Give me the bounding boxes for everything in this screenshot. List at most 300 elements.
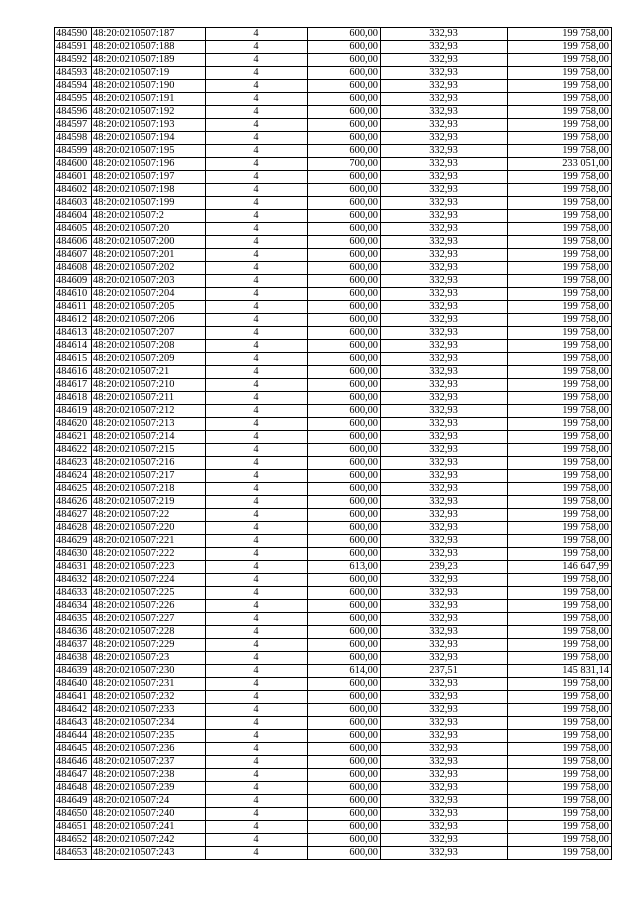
table-row <box>55 145 612 158</box>
table-row <box>55 795 612 808</box>
specific-value-cell: 332,93 <box>381 145 508 158</box>
specific-value-cell: 332,93 <box>381 132 508 145</box>
row-number-cell: 484616 <box>55 366 92 379</box>
specific-value-cell: 332,93 <box>381 184 508 197</box>
cadastral-value-cell: 199 758,00 <box>508 210 612 223</box>
group-cell: 4 <box>206 652 308 665</box>
cadastral-number-cell: 48:20:0210507:231 <box>92 678 206 691</box>
cadastral-value-cell: 199 758,00 <box>508 691 612 704</box>
area-cell: 600,00 <box>308 132 381 145</box>
table-row <box>55 301 612 314</box>
cadastral-value-cell: 199 758,00 <box>508 236 612 249</box>
cadastral-value-cell: 199 758,00 <box>508 301 612 314</box>
specific-value-cell: 332,93 <box>381 496 508 509</box>
row-number-cell: 484592 <box>55 54 92 67</box>
table-row <box>55 847 612 860</box>
table-row <box>55 821 612 834</box>
area-cell: 600,00 <box>308 405 381 418</box>
group-cell: 4 <box>206 327 308 340</box>
row-number-cell: 484649 <box>55 795 92 808</box>
area-cell: 600,00 <box>308 717 381 730</box>
area-cell: 600,00 <box>308 821 381 834</box>
cadastral-number-cell: 48:20:0210507:233 <box>92 704 206 717</box>
specific-value-cell: 332,93 <box>381 301 508 314</box>
group-cell: 4 <box>206 522 308 535</box>
specific-value-cell: 332,93 <box>381 249 508 262</box>
area-cell: 600,00 <box>308 327 381 340</box>
specific-value-cell: 332,93 <box>381 54 508 67</box>
area-cell: 600,00 <box>308 379 381 392</box>
cadastral-number-cell: 48:20:0210507:208 <box>92 340 206 353</box>
cadastral-value-cell: 199 758,00 <box>508 574 612 587</box>
area-cell: 600,00 <box>308 691 381 704</box>
table-row <box>55 730 612 743</box>
group-cell: 4 <box>206 197 308 210</box>
group-cell: 4 <box>206 834 308 847</box>
cadastral-value-cell: 199 758,00 <box>508 626 612 639</box>
area-cell: 600,00 <box>308 340 381 353</box>
group-cell: 4 <box>206 587 308 600</box>
group-cell: 4 <box>206 262 308 275</box>
table-row <box>55 444 612 457</box>
cadastral-value-cell: 199 758,00 <box>508 249 612 262</box>
specific-value-cell: 332,93 <box>381 223 508 236</box>
area-cell: 600,00 <box>308 210 381 223</box>
area-cell: 600,00 <box>308 548 381 561</box>
cadastral-number-cell: 48:20:0210507:205 <box>92 301 206 314</box>
table-row <box>55 210 612 223</box>
cadastral-value-cell: 199 758,00 <box>508 587 612 600</box>
group-cell: 4 <box>206 171 308 184</box>
specific-value-cell: 332,93 <box>381 236 508 249</box>
cadastral-value-cell: 199 758,00 <box>508 600 612 613</box>
cadastral-number-cell: 48:20:0210507:211 <box>92 392 206 405</box>
cadastral-number-cell: 48:20:0210507:239 <box>92 782 206 795</box>
specific-value-cell: 332,93 <box>381 379 508 392</box>
cadastral-number-cell: 48:20:0210507:215 <box>92 444 206 457</box>
row-number-cell: 484597 <box>55 119 92 132</box>
cadastral-value-cell: 199 758,00 <box>508 41 612 54</box>
specific-value-cell: 332,93 <box>381 574 508 587</box>
row-number-cell: 484633 <box>55 587 92 600</box>
specific-value-cell: 332,93 <box>381 548 508 561</box>
area-cell: 600,00 <box>308 600 381 613</box>
row-number-cell: 484641 <box>55 691 92 704</box>
cadastral-number-cell: 48:20:0210507:194 <box>92 132 206 145</box>
specific-value-cell: 332,93 <box>381 158 508 171</box>
group-cell: 4 <box>206 743 308 756</box>
table-row <box>55 171 612 184</box>
cadastral-value-cell: 199 758,00 <box>508 756 612 769</box>
specific-value-cell: 332,93 <box>381 327 508 340</box>
table-row <box>55 613 612 626</box>
row-number-cell: 484638 <box>55 652 92 665</box>
area-cell: 600,00 <box>308 652 381 665</box>
specific-value-cell: 332,93 <box>381 93 508 106</box>
table-row <box>55 691 612 704</box>
group-cell: 4 <box>206 223 308 236</box>
specific-value-cell: 332,93 <box>381 80 508 93</box>
row-number-cell: 484610 <box>55 288 92 301</box>
group-cell: 4 <box>206 275 308 288</box>
group-cell: 4 <box>206 93 308 106</box>
cadastral-value-cell: 199 758,00 <box>508 366 612 379</box>
specific-value-cell: 332,93 <box>381 600 508 613</box>
group-cell: 4 <box>206 457 308 470</box>
table-row <box>55 561 612 574</box>
table-row <box>55 54 612 67</box>
row-number-cell: 484593 <box>55 67 92 80</box>
row-number-cell: 484650 <box>55 808 92 821</box>
area-cell: 600,00 <box>308 288 381 301</box>
table-row <box>55 834 612 847</box>
specific-value-cell: 332,93 <box>381 483 508 496</box>
row-number-cell: 484647 <box>55 769 92 782</box>
table-row <box>55 379 612 392</box>
cadastral-number-cell: 48:20:0210507:193 <box>92 119 206 132</box>
group-cell: 4 <box>206 808 308 821</box>
specific-value-cell: 332,93 <box>381 522 508 535</box>
cadastral-number-cell: 48:20:0210507:23 <box>92 652 206 665</box>
row-number-cell: 484640 <box>55 678 92 691</box>
specific-value-cell: 237,51 <box>381 665 508 678</box>
group-cell: 4 <box>206 769 308 782</box>
group-cell: 4 <box>206 418 308 431</box>
area-cell: 600,00 <box>308 106 381 119</box>
group-cell: 4 <box>206 288 308 301</box>
area-cell: 600,00 <box>308 54 381 67</box>
cadastral-number-cell: 48:20:0210507:188 <box>92 41 206 54</box>
row-number-cell: 484631 <box>55 561 92 574</box>
group-cell: 4 <box>206 314 308 327</box>
area-cell: 600,00 <box>308 678 381 691</box>
group-cell: 4 <box>206 483 308 496</box>
cadastral-number-cell: 48:20:0210507:238 <box>92 769 206 782</box>
table-row <box>55 470 612 483</box>
row-number-cell: 484642 <box>55 704 92 717</box>
group-cell: 4 <box>206 639 308 652</box>
area-cell: 600,00 <box>308 41 381 54</box>
row-number-cell: 484601 <box>55 171 92 184</box>
specific-value-cell: 332,93 <box>381 808 508 821</box>
table-row <box>55 704 612 717</box>
group-cell: 4 <box>206 496 308 509</box>
row-number-cell: 484599 <box>55 145 92 158</box>
cadastral-number-cell: 48:20:0210507:234 <box>92 717 206 730</box>
cadastral-number-cell: 48:20:0210507:21 <box>92 366 206 379</box>
cadastral-number-cell: 48:20:0210507:226 <box>92 600 206 613</box>
cadastral-number-cell: 48:20:0210507:235 <box>92 730 206 743</box>
row-number-cell: 484643 <box>55 717 92 730</box>
area-cell: 600,00 <box>308 236 381 249</box>
group-cell: 4 <box>206 600 308 613</box>
group-cell: 4 <box>206 28 308 41</box>
table-row <box>55 340 612 353</box>
specific-value-cell: 332,93 <box>381 691 508 704</box>
table-row <box>55 522 612 535</box>
cadastral-number-cell: 48:20:0210507:210 <box>92 379 206 392</box>
area-cell: 600,00 <box>308 301 381 314</box>
specific-value-cell: 332,93 <box>381 366 508 379</box>
table-row <box>55 132 612 145</box>
row-number-cell: 484617 <box>55 379 92 392</box>
cadastral-number-cell: 48:20:0210507:189 <box>92 54 206 67</box>
cadastral-value-cell: 199 758,00 <box>508 80 612 93</box>
group-cell: 4 <box>206 847 308 860</box>
cadastral-number-cell: 48:20:0210507:242 <box>92 834 206 847</box>
specific-value-cell: 332,93 <box>381 67 508 80</box>
specific-value-cell: 332,93 <box>381 821 508 834</box>
area-cell: 600,00 <box>308 275 381 288</box>
group-cell: 4 <box>206 574 308 587</box>
group-cell: 4 <box>206 691 308 704</box>
specific-value-cell: 332,93 <box>381 652 508 665</box>
cadastral-number-cell: 48:20:0210507:229 <box>92 639 206 652</box>
cadastral-number-cell: 48:20:0210507:214 <box>92 431 206 444</box>
table-row <box>55 288 612 301</box>
row-number-cell: 484644 <box>55 730 92 743</box>
cadastral-value-cell: 199 758,00 <box>508 93 612 106</box>
area-cell: 600,00 <box>308 171 381 184</box>
area-cell: 700,00 <box>308 158 381 171</box>
table-row <box>55 574 612 587</box>
cadastral-value-cell: 199 758,00 <box>508 197 612 210</box>
row-number-cell: 484614 <box>55 340 92 353</box>
area-cell: 600,00 <box>308 795 381 808</box>
specific-value-cell: 332,93 <box>381 197 508 210</box>
cadastral-value-cell: 199 758,00 <box>508 106 612 119</box>
row-number-cell: 484598 <box>55 132 92 145</box>
table-row <box>55 275 612 288</box>
area-cell: 600,00 <box>308 223 381 236</box>
specific-value-cell: 332,93 <box>381 743 508 756</box>
cadastral-value-cell: 199 758,00 <box>508 678 612 691</box>
area-cell: 600,00 <box>308 80 381 93</box>
row-number-cell: 484600 <box>55 158 92 171</box>
row-number-cell: 484594 <box>55 80 92 93</box>
cadastral-value-cell: 199 758,00 <box>508 67 612 80</box>
cadastral-value-cell: 199 758,00 <box>508 509 612 522</box>
cadastral-value-cell: 199 758,00 <box>508 275 612 288</box>
group-cell: 4 <box>206 470 308 483</box>
specific-value-cell: 332,93 <box>381 41 508 54</box>
table-row <box>55 353 612 366</box>
cadastral-value-cell: 199 758,00 <box>508 171 612 184</box>
row-number-cell: 484602 <box>55 184 92 197</box>
table-row <box>55 769 612 782</box>
cadastral-number-cell: 48:20:0210507:209 <box>92 353 206 366</box>
group-cell: 4 <box>206 301 308 314</box>
specific-value-cell: 332,93 <box>381 353 508 366</box>
cadastral-number-cell: 48:20:0210507:202 <box>92 262 206 275</box>
cadastral-number-cell: 48:20:0210507:190 <box>92 80 206 93</box>
table-row <box>55 93 612 106</box>
table-row <box>55 756 612 769</box>
cadastral-value-table <box>54 27 612 860</box>
group-cell: 4 <box>206 158 308 171</box>
specific-value-cell: 332,93 <box>381 171 508 184</box>
cadastral-number-cell: 48:20:0210507:203 <box>92 275 206 288</box>
row-number-cell: 484627 <box>55 509 92 522</box>
cadastral-value-cell: 199 758,00 <box>508 288 612 301</box>
group-cell: 4 <box>206 678 308 691</box>
cadastral-value-cell: 199 758,00 <box>508 496 612 509</box>
cadastral-number-cell: 48:20:0210507:218 <box>92 483 206 496</box>
specific-value-cell: 332,93 <box>381 626 508 639</box>
table-row <box>55 808 612 821</box>
cadastral-value-cell: 199 758,00 <box>508 704 612 717</box>
cadastral-number-cell: 48:20:0210507:195 <box>92 145 206 158</box>
area-cell: 600,00 <box>308 704 381 717</box>
table-row <box>55 119 612 132</box>
group-cell: 4 <box>206 626 308 639</box>
table-row <box>55 483 612 496</box>
cadastral-number-cell: 48:20:0210507:207 <box>92 327 206 340</box>
specific-value-cell: 332,93 <box>381 704 508 717</box>
group-cell: 4 <box>206 145 308 158</box>
area-cell: 600,00 <box>308 366 381 379</box>
row-number-cell: 484603 <box>55 197 92 210</box>
cadastral-number-cell: 48:20:0210507:204 <box>92 288 206 301</box>
area-cell: 600,00 <box>308 93 381 106</box>
row-number-cell: 484625 <box>55 483 92 496</box>
document-page <box>54 27 611 860</box>
cadastral-number-cell: 48:20:0210507:20 <box>92 223 206 236</box>
area-cell: 600,00 <box>308 574 381 587</box>
row-number-cell: 484652 <box>55 834 92 847</box>
row-number-cell: 484607 <box>55 249 92 262</box>
table-row <box>55 184 612 197</box>
table-row <box>55 535 612 548</box>
cadastral-number-cell: 48:20:0210507:241 <box>92 821 206 834</box>
table-row <box>55 782 612 795</box>
cadastral-value-cell: 199 758,00 <box>508 834 612 847</box>
area-cell: 600,00 <box>308 67 381 80</box>
cadastral-value-cell: 199 758,00 <box>508 522 612 535</box>
area-cell: 600,00 <box>308 756 381 769</box>
group-cell: 4 <box>206 184 308 197</box>
group-cell: 4 <box>206 821 308 834</box>
specific-value-cell: 332,93 <box>381 587 508 600</box>
cadastral-value-cell: 199 758,00 <box>508 535 612 548</box>
table-row <box>55 496 612 509</box>
cadastral-number-cell: 48:20:0210507:199 <box>92 197 206 210</box>
cadastral-value-cell: 199 758,00 <box>508 314 612 327</box>
group-cell: 4 <box>206 782 308 795</box>
row-number-cell: 484636 <box>55 626 92 639</box>
table-row <box>55 587 612 600</box>
cadastral-number-cell: 48:20:0210507:22 <box>92 509 206 522</box>
specific-value-cell: 239,23 <box>381 561 508 574</box>
row-number-cell: 484629 <box>55 535 92 548</box>
group-cell: 4 <box>206 210 308 223</box>
group-cell: 4 <box>206 730 308 743</box>
cadastral-value-cell: 199 758,00 <box>508 262 612 275</box>
table-row <box>55 639 612 652</box>
row-number-cell: 484608 <box>55 262 92 275</box>
cadastral-value-cell: 199 758,00 <box>508 457 612 470</box>
table-row <box>55 314 612 327</box>
specific-value-cell: 332,93 <box>381 431 508 444</box>
row-number-cell: 484618 <box>55 392 92 405</box>
cadastral-number-cell: 48:20:0210507:217 <box>92 470 206 483</box>
cadastral-number-cell: 48:20:0210507:219 <box>92 496 206 509</box>
cadastral-number-cell: 48:20:0210507:216 <box>92 457 206 470</box>
specific-value-cell: 332,93 <box>381 457 508 470</box>
area-cell: 600,00 <box>308 431 381 444</box>
table-row <box>55 509 612 522</box>
area-cell: 613,00 <box>308 561 381 574</box>
cadastral-value-cell: 145 831,14 <box>508 665 612 678</box>
cadastral-value-cell: 199 758,00 <box>508 743 612 756</box>
row-number-cell: 484613 <box>55 327 92 340</box>
area-cell: 600,00 <box>308 392 381 405</box>
table-row <box>55 652 612 665</box>
cadastral-value-cell: 233 051,00 <box>508 158 612 171</box>
table-row <box>55 106 612 119</box>
cadastral-value-cell: 199 758,00 <box>508 145 612 158</box>
cadastral-value-cell: 199 758,00 <box>508 483 612 496</box>
group-cell: 4 <box>206 704 308 717</box>
table-row <box>55 80 612 93</box>
area-cell: 600,00 <box>308 834 381 847</box>
area-cell: 600,00 <box>308 444 381 457</box>
group-cell: 4 <box>206 41 308 54</box>
cadastral-value-cell: 199 758,00 <box>508 340 612 353</box>
table-row <box>55 717 612 730</box>
group-cell: 4 <box>206 795 308 808</box>
group-cell: 4 <box>206 613 308 626</box>
cadastral-number-cell: 48:20:0210507:220 <box>92 522 206 535</box>
specific-value-cell: 332,93 <box>381 28 508 41</box>
specific-value-cell: 332,93 <box>381 834 508 847</box>
specific-value-cell: 332,93 <box>381 119 508 132</box>
cadastral-number-cell: 48:20:0210507:230 <box>92 665 206 678</box>
specific-value-cell: 332,93 <box>381 470 508 483</box>
area-cell: 600,00 <box>308 314 381 327</box>
group-cell: 4 <box>206 340 308 353</box>
row-number-cell: 484612 <box>55 314 92 327</box>
specific-value-cell: 332,93 <box>381 535 508 548</box>
cadastral-number-cell: 48:20:0210507:221 <box>92 535 206 548</box>
row-number-cell: 484634 <box>55 600 92 613</box>
area-cell: 600,00 <box>308 197 381 210</box>
cadastral-value-cell: 199 758,00 <box>508 808 612 821</box>
row-number-cell: 484620 <box>55 418 92 431</box>
table-row <box>55 392 612 405</box>
cadastral-number-cell: 48:20:0210507:2 <box>92 210 206 223</box>
cadastral-value-cell: 199 758,00 <box>508 431 612 444</box>
cadastral-number-cell: 48:20:0210507:198 <box>92 184 206 197</box>
area-cell: 600,00 <box>308 522 381 535</box>
cadastral-value-cell: 199 758,00 <box>508 847 612 860</box>
table-row <box>55 743 612 756</box>
table-row <box>55 236 612 249</box>
specific-value-cell: 332,93 <box>381 275 508 288</box>
area-cell: 600,00 <box>308 483 381 496</box>
table-row <box>55 249 612 262</box>
row-number-cell: 484609 <box>55 275 92 288</box>
row-number-cell: 484615 <box>55 353 92 366</box>
group-cell: 4 <box>206 249 308 262</box>
group-cell: 4 <box>206 717 308 730</box>
row-number-cell: 484611 <box>55 301 92 314</box>
specific-value-cell: 332,93 <box>381 730 508 743</box>
cadastral-value-cell: 199 758,00 <box>508 184 612 197</box>
table-row <box>55 366 612 379</box>
group-cell: 4 <box>206 509 308 522</box>
row-number-cell: 484605 <box>55 223 92 236</box>
